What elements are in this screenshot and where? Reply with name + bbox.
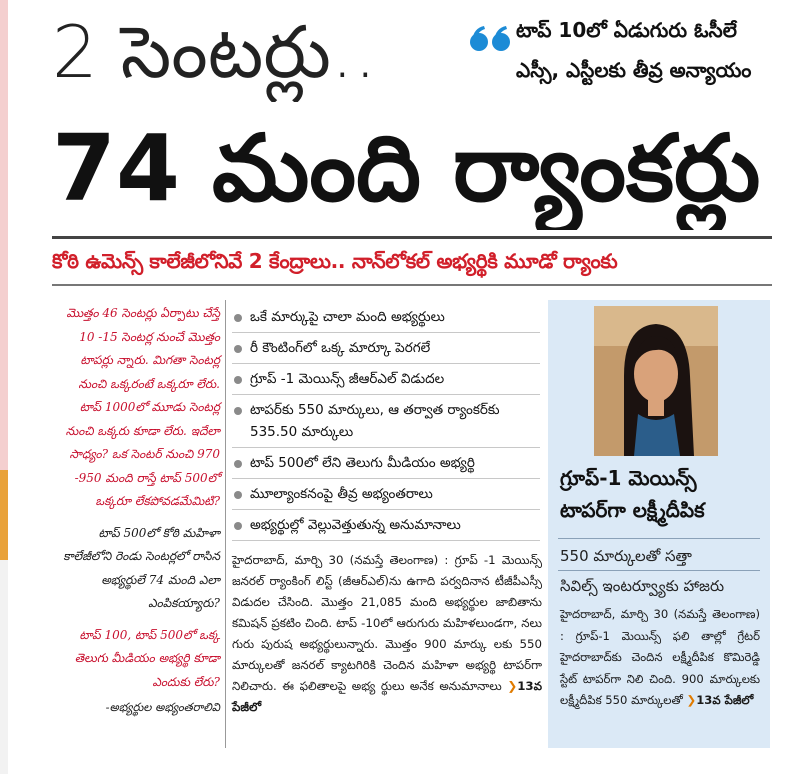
sidebar-paragraph-1: మొత్తం 46 సెంటర్లు ఏర్పాటు చేస్తే 10 -15 సెంటర్ల నుంచే మొత్తం టాపర్లు న్నారు. మిగతా సెంటర్ల నుంచి ఒక్కరంటే ఒక్కరూ లేరు. టాప్ 1000లో మూడు సెంటర్ల నుంచి ఒక్కరు కూడా లేరు. ఇదేలా సాధ్యం? ఒక సెంటర్ నుంచి 970 -950 మంది రాస్తే టాప్ 500లో ఒక్కరూ లేకపోవడమేమిటి? <box>65 306 220 508</box>
quote-line-2: ఎస్సీ, ఎస్టీలకు తీవ్ర అన్యాయం <box>516 58 752 82</box>
quote-marks-icon <box>468 20 514 60</box>
list-item: మూల్యాంకనంపై తీవ్ర అభ్యంతరాలు <box>232 479 540 510</box>
headline-rule <box>52 236 772 239</box>
bullet-icon <box>234 522 242 530</box>
topper-panel <box>548 300 770 748</box>
list-item: గ్రూప్ -1 మెయిన్స్ జీఆర్ఎల్ విడుదల <box>232 364 540 395</box>
sidebar-byline: -అభ్యర్థుల అభ్యంతరాలివి <box>105 700 220 714</box>
panel-title: గ్రూప్-1 మెయిన్స్ టాపర్‌గా లక్ష్మీదీపిక <box>560 466 705 522</box>
bullet-icon <box>234 491 242 499</box>
subheadline-rule <box>52 284 772 286</box>
panel-body-text: హైదరాబాద్, మార్చి 30 (నమస్తే తెలంగాణ) : గ్రూప్-1 మెయిన్స్ ఫలి తాల్లో గ్రేటర్ హైదరాబాద్‌కు చెందిన లక్ష్మీదీపిక కొమిరెడ్డి స్టేట్ టాపర్‌గా నిలి చింది. 900 మార్కులకు లక్ష్మీదీపిక 550 మార్కులతో <box>560 607 760 707</box>
continued-arrow-icon: ❯ <box>507 679 518 693</box>
story-text: హైదరాబాద్, మార్చి 30 (నమస్తే తెలంగాణ) : గ్రూప్ -1 మెయిన్స్ జనరల్ ర్యాంకింగ్ లిస్ట్ (జీఆర్ఎల్)ను ఉగాది పర్వదినాన టీజీపీఎస్సీ విడుదల చేసింది. మొత్తం 21,085 మంది అభ్యర్థుల జాబితాను కమిషన్ ప్రకటిం చింది. టాప్ -10లో ఆరుగురు మహిళలుండగా, నలు గురు పురుష అభ్యర్థులున్నారు. మొత్తం 900 మార్కు లకు 550 మార్కులతో జనరల్ క్యాటగిరికి చెందిన మహిళా అభ్యర్థి టాపర్‌గా నిలిచారు. ఈ ఫలితాలపై అభ్య ర్థులు అనేక అనుమానాలు <box>232 553 542 693</box>
bullet-icon <box>234 460 242 468</box>
sidebar-paragraph-2: టాప్ 500లో కోఠి మహిళా కాలేజీలోని రెండు సెంటర్లలో రాసిన అభ్యర్థులే 74 మంది ఎలా ఎంపికయ్యారు? <box>63 525 220 610</box>
portrait-image <box>594 306 718 456</box>
sidebar-paragraph-3: టాప్ 100, టాప్ 500లో ఒక్క తెలుగు మీడియం అభ్యర్థి కూడా ఎందుకు లేరు? <box>74 627 220 689</box>
bullet-icon <box>234 314 242 322</box>
panel-continued-link[interactable]: 13వ పేజీలో <box>696 693 754 707</box>
objections-sidebar <box>58 302 220 717</box>
subheadline: కోఠి ఉమెన్స్ కాలేజీలోనివే 2 కేంద్రాలు.. నాన్‌లోకల్ అభ్యర్థికి మూడో ర్యాంకు <box>52 249 618 273</box>
list-item: ఒకే మార్కుపై చాలా మంది అభ్యర్థులు <box>232 302 540 333</box>
topper-photo <box>594 306 718 456</box>
main-story <box>232 550 542 718</box>
panel-subtitle-1: 550 మార్కులతో సత్తా <box>560 547 692 565</box>
bullet-icon <box>234 376 242 384</box>
list-item: టాప్ 500లో లేని తెలుగు మీడియం అభ్యర్థి <box>232 448 540 479</box>
panel-subtitle-2: సివిల్స్ ఇంటర్వ్యూకు హాజరు <box>560 577 725 595</box>
headline-line-1: 2 సెంటర్లు.. <box>52 10 377 94</box>
column-divider <box>225 300 226 748</box>
panel-rule <box>558 570 760 571</box>
headline-line-2: 74 మంది ర్యాంకర్లు <box>52 115 761 222</box>
story-continued-link[interactable]: 13వ పేజీలో <box>232 679 543 714</box>
list-item: అభ్యర్థుల్లో వెల్లువెత్తుతున్న అనుమానాలు <box>232 510 540 541</box>
bullet-icon <box>234 345 242 353</box>
highlights-list <box>232 302 540 541</box>
quote-line-1: టాప్ 10లో ఏడుగురు ఓసీలే <box>516 18 737 42</box>
panel-body <box>560 604 760 712</box>
list-item: టాపర్‌కు 550 మార్కులు, ఆ తర్వాత ర్యాంకర్‌కు 535.50 మార్కులు <box>232 395 540 448</box>
continued-arrow-icon: ❯ <box>686 693 697 707</box>
panel-rule <box>558 538 760 539</box>
list-item: రీ కౌంటింగ్‌లో ఒక్క మార్కూ పెరగలే <box>232 333 540 364</box>
page-edge-strip <box>0 0 8 774</box>
bullet-icon <box>234 407 242 415</box>
